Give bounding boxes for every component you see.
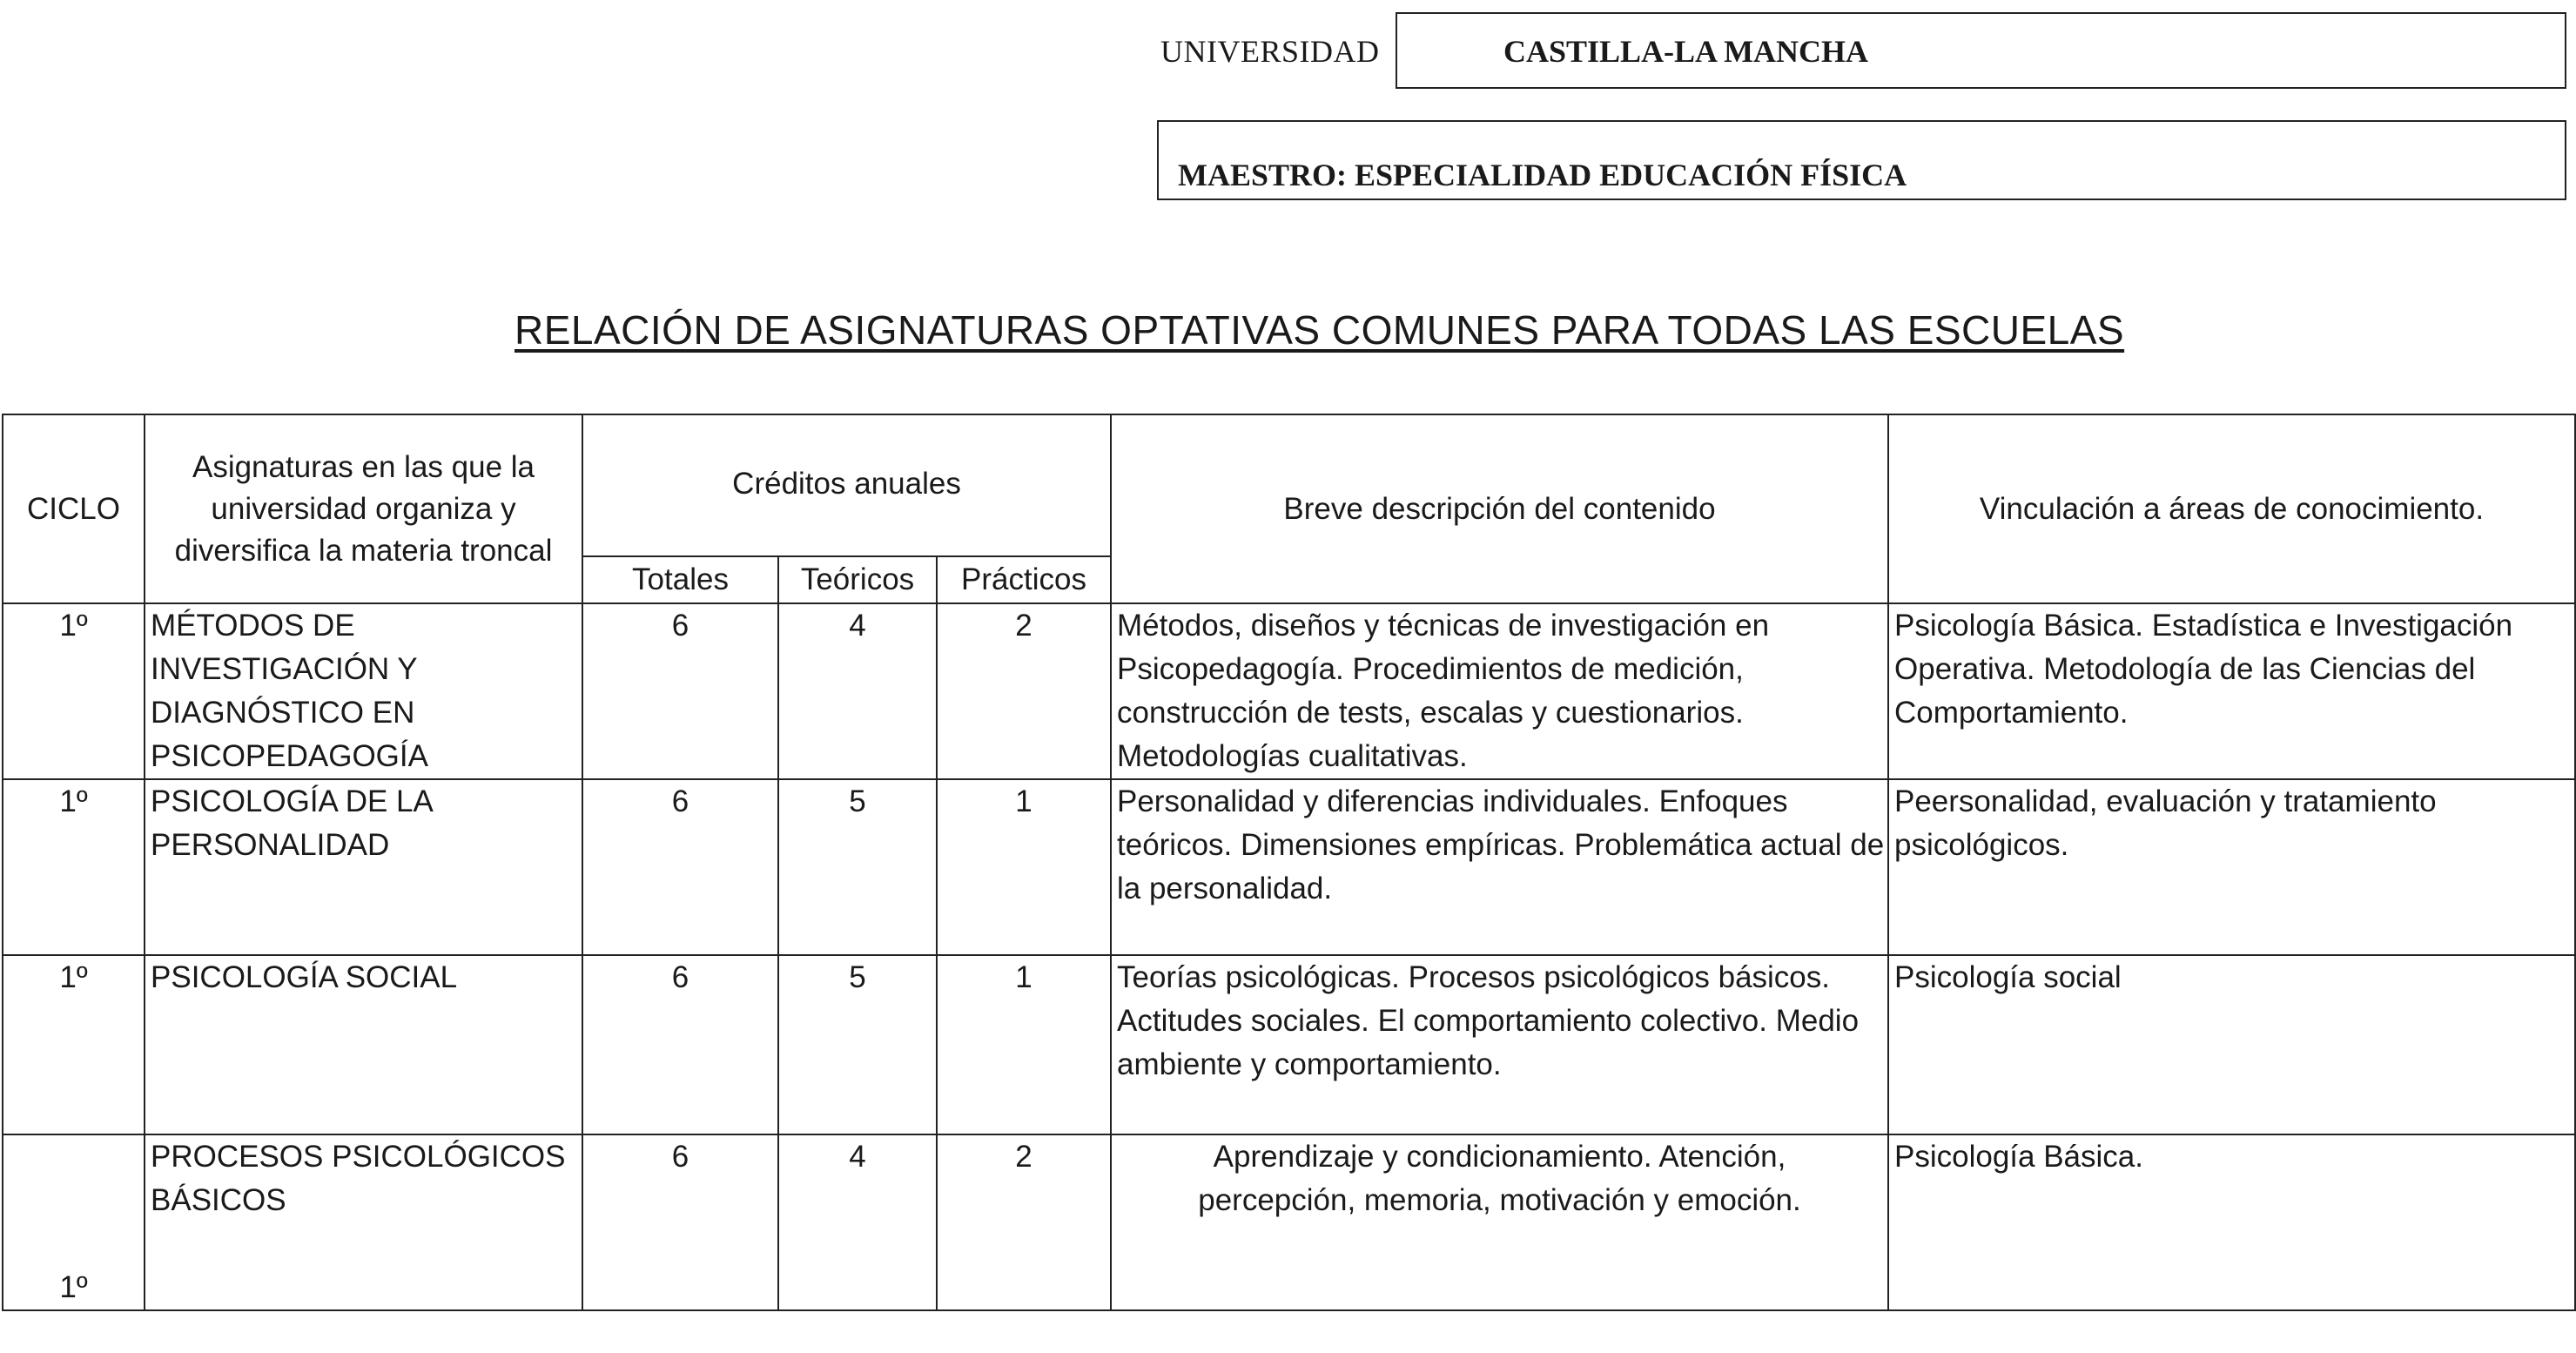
cell-practicos: 2	[937, 1134, 1111, 1310]
cell-totales: 6	[582, 779, 778, 955]
cell-asignatura: PSICOLOGÍA SOCIAL	[145, 955, 582, 1134]
cell-descripcion: Teorías psicológicas. Procesos psicológicos básicos. Actitudes sociales. El comportamiento colectivo. Medio ambiente y comportamiento.	[1111, 955, 1888, 1134]
university-box	[1396, 12, 2566, 89]
cell-vinculacion: Psicología Básica. Estadística e Investigación Operativa. Metodología de las Ciencias del Comportamiento.	[1888, 603, 2575, 779]
subjects-table	[2, 414, 2576, 1311]
cell-vinculacion: Psicología social	[1888, 955, 2575, 1134]
cell-ciclo: 1º	[3, 1134, 145, 1310]
university-label: UNIVERSIDAD	[1160, 34, 1380, 69]
header-practicos: Prácticos	[937, 556, 1111, 603]
table-row	[3, 603, 2575, 779]
cell-ciclo: 1º	[3, 955, 145, 1134]
header-totales: Totales	[582, 556, 778, 603]
cell-teoricos: 4	[778, 603, 937, 779]
table-row	[3, 779, 2575, 955]
header-creditos: Créditos anuales	[582, 414, 1111, 556]
document-title: RELACIÓN DE ASIGNATURAS OPTATIVAS COMUNES PARA TODAS LAS ESCUELAS	[515, 307, 2125, 353]
cell-ciclo: 1º	[3, 779, 145, 955]
header-asignaturas: Asignaturas en las que la universidad organiza y diversifica la materia troncal	[145, 414, 582, 603]
cell-descripcion: Personalidad y diferencias individuales. Enfoques teóricos. Dimensiones empíricas. Problemática actual de la personalidad.	[1111, 779, 1888, 955]
cell-practicos: 2	[937, 603, 1111, 779]
cell-asignatura: MÉTODOS DE INVESTIGACIÓN Y DIAGNÓSTICO EN PSICOPEDAGOGÍA	[145, 603, 582, 779]
cell-practicos: 1	[937, 955, 1111, 1134]
header-teoricos: Teóricos	[778, 556, 937, 603]
cell-ciclo: 1º	[3, 603, 145, 779]
table-row	[3, 1134, 2575, 1310]
cell-teoricos: 5	[778, 779, 937, 955]
cell-totales: 6	[582, 955, 778, 1134]
cell-totales: 6	[582, 603, 778, 779]
table-row	[3, 955, 2575, 1134]
cell-descripcion: Aprendizaje y condicionamiento. Atención, percepción, memoria, motivación y emoción.	[1111, 1134, 1888, 1310]
cell-asignatura: PSICOLOGÍA DE LA PERSONALIDAD	[145, 779, 582, 955]
cell-teoricos: 5	[778, 955, 937, 1134]
header-ciclo: CICLO	[3, 414, 145, 603]
cell-vinculacion: Peersonalidad, evaluación y tratamiento psicológicos.	[1888, 779, 2575, 955]
header-descripcion: Breve descripción del contenido	[1111, 414, 1888, 603]
university-name: CASTILLA-LA MANCHA	[1503, 34, 1869, 69]
degree-box	[1157, 120, 2566, 200]
cell-teoricos: 4	[778, 1134, 937, 1310]
header-row	[3, 414, 2575, 556]
cell-totales: 6	[582, 1134, 778, 1310]
degree-title: MAESTRO: ESPECIALIDAD EDUCACIÓN FÍSICA	[1178, 158, 1907, 192]
header-vinculacion: Vinculación a áreas de conocimiento.	[1888, 414, 2575, 603]
cell-descripcion: Métodos, diseños y técnicas de investigación en Psicopedagogía. Procedimientos de medición, construcción de tests, escalas y cuestionarios. Metodologías cualitativas.	[1111, 603, 1888, 779]
cell-asignatura: PROCESOS PSICOLÓGICOS BÁSICOS	[145, 1134, 582, 1310]
cell-practicos: 1	[937, 779, 1111, 955]
cell-vinculacion: Psicología Básica.	[1888, 1134, 2575, 1310]
